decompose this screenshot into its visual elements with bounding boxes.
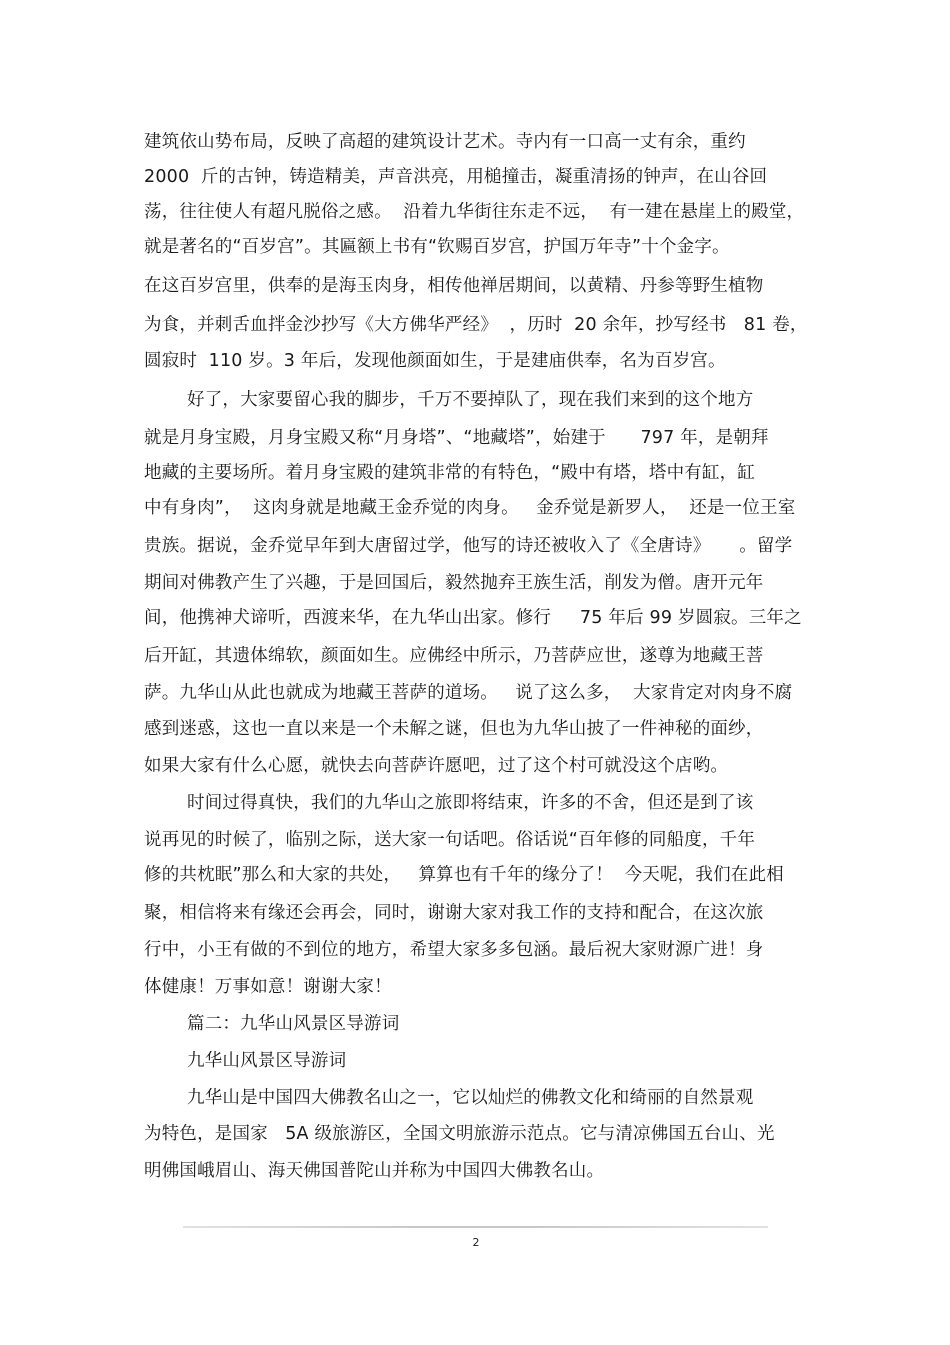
text-line: 修的共枕眠”那么和大家的共处， 算算也有千年的缘分了！ 今天呢，我们在此相 bbox=[144, 865, 784, 885]
paragraph-first-line: 九华山是中国四大佛教名山之一，它以灿烂的佛教文化和绮丽的自然景观 bbox=[187, 1088, 754, 1108]
text-line: 间，他携神犬谛听，西渡来华，在九华山出家。修行 75 年后 99 岁圆寂。三年之 bbox=[144, 608, 802, 628]
text-line: 行中，小王有做的不到位的地方，希望大家多多包涵。最后祝大家财源广进！身 bbox=[144, 940, 764, 960]
text-line: 圆寂时 110 岁。3 年后，发现他颜面如生，于是建庙供奉，名为百岁宫。 bbox=[144, 351, 726, 371]
page-number: 2 bbox=[472, 1236, 480, 1249]
text-line: 为食，并刺舌血拌金沙抄写《大方佛华严经》 ，历时 20 余年，抄写经书 81 卷， bbox=[144, 315, 808, 335]
text-line: 萨。九华山从此也就成为地藏王菩萨的道场。 说了这么多， 大家肯定对肉身不腐 bbox=[144, 683, 793, 703]
text-line: 就是月身宝殿，月身宝殿又称“月身塔”、“地藏塔”，始建于 797 年，是朝拜 bbox=[144, 428, 769, 448]
text-line: 体健康！万事如意！谢谢大家！ bbox=[144, 977, 392, 997]
text-line: 聚，相信将来有缘还会再会，同时，谢谢大家对我工作的支持和配合，在这次旅 bbox=[144, 903, 764, 923]
text-line: 中有身肉”， 这肉身就是地藏王金乔觉的肉身。 金乔觉是新罗人， 还是一位王室 bbox=[144, 498, 796, 518]
text-line: 在这百岁宫里，供奉的是海玉肉身，相传他禅居期间，以黄精、丹参等野生植物 bbox=[144, 276, 764, 296]
text-line: 说再见的时候了，临别之际，送大家一句话吧。俗话说“百年修的同船度，千年 bbox=[144, 830, 756, 850]
text-line: 建筑依山势布局，反映了高超的建筑设计艺术。寺内有一口高一丈有余，重约 bbox=[144, 132, 746, 152]
text-line: 2000 斤的古钟，铸造精美，声音洪亮，用槌撞击，凝重清扬的钟声，在山谷回 bbox=[144, 167, 768, 187]
text-line: 如果大家有什么心愿，就快去向菩萨许愿吧，过了这个村可就没这个店哟。 bbox=[144, 756, 729, 776]
text-line: 明佛国峨眉山、海天佛国普陀山并称为中国四大佛教名山。 bbox=[144, 1161, 605, 1181]
footer-divider bbox=[183, 1226, 768, 1228]
text-line: 地藏的主要场所。着月身宝殿的建筑非常的有特色，“殿中有塔，塔中有缸，缸 bbox=[144, 463, 756, 483]
text-line: 期间对佛教产生了兴趣，于是回国后，毅然抛弃王族生活，削发为僧。唐开元年 bbox=[144, 573, 764, 593]
text-line: 荡，往往使人有超凡脱俗之感。 沿着九华街往东走不远， 有一建在悬崖上的殿堂， bbox=[144, 202, 805, 222]
paragraph-first-line: 时间过得真快，我们的九华山之旅即将结束，许多的不舍，但还是到了该 bbox=[187, 793, 754, 813]
text-line: 感到迷惑，这也一直以来是一个未解之谜，但也为九华山披了一件神秘的面纱， bbox=[144, 719, 764, 739]
text-line: 为特色，是国家 5A 级旅游区，全国文明旅游示范点。它与清凉佛国五台山、光 bbox=[144, 1124, 775, 1144]
text-line: 就是著名的“百岁宫”。其匾额上书有“钦赐百岁宫，护国万年寺”十个金字。 bbox=[144, 237, 730, 257]
paragraph-first-line: 好了，大家要留心我的脚步，千万不要掉队了，现在我们来到的这个地方 bbox=[187, 390, 754, 410]
section-heading: 篇二：九华山风景区导游词 bbox=[187, 1014, 400, 1034]
section-title: 九华山风景区导游词 bbox=[187, 1051, 347, 1071]
text-line: 贵族。据说，金乔觉早年到大唐留过学，他写的诗还被收入了《全唐诗》 。留学 bbox=[144, 536, 793, 556]
text-line: 后开缸，其遗体绵软，颜面如生。应佛经中所示，乃菩萨应世，遂尊为地藏王菩 bbox=[144, 646, 764, 666]
